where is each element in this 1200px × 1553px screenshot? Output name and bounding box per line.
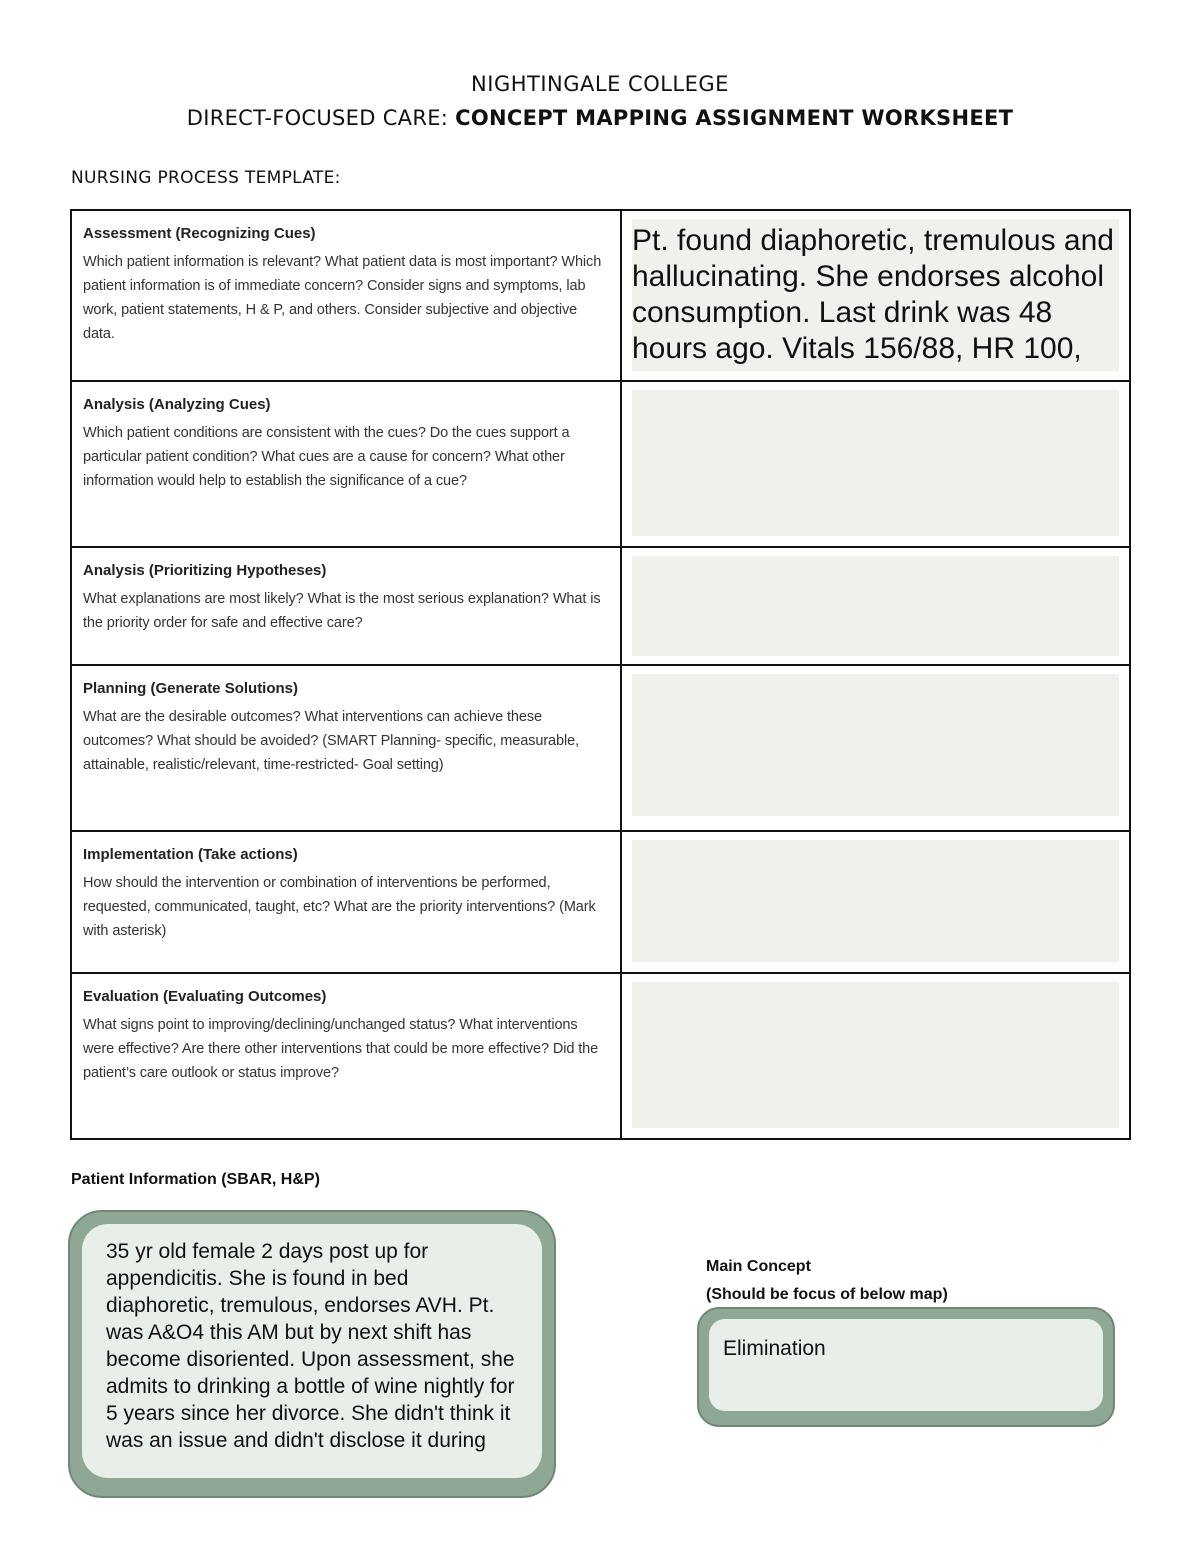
- worksheet-title: [0, 106, 1200, 130]
- row-title: Analysis (Analyzing Cues): [83, 396, 271, 413]
- prompt-cell: [71, 831, 621, 973]
- answer-field[interactable]: [632, 390, 1119, 536]
- answer-field[interactable]: [632, 219, 1119, 371]
- answer-field[interactable]: [632, 982, 1119, 1128]
- prompt-cell: [71, 665, 621, 831]
- row-prompt: What are the desirable outcomes? What interventions can achieve these outcomes? What should be avoided? (SMART Planning- specific, measurable, attainable, realistic/relevant, time-restricted- Goal setting): [83, 709, 580, 773]
- row-title: Planning (Generate Solutions): [83, 680, 299, 697]
- answer-cell: [621, 381, 1130, 547]
- worksheet-title-bold: CONCEPT MAPPING ASSIGNMENT WORKSHEET: [455, 106, 1014, 130]
- row-prompt: Which patient information is relevant? What patient data is most important? Which patient information is of immediate concern? Consider signs and symptoms, lab work, patient statements, H & P, and others. Consider subjective and objective data.: [83, 254, 602, 342]
- row-title: Analysis (Prioritizing Hypotheses): [83, 562, 327, 579]
- answer-cell: [621, 665, 1130, 831]
- table-row: [71, 547, 1130, 665]
- row-prompt: Which patient conditions are consistent with the cues? Do the cues support a particular patient condition? What cues are a cause for concern? What other information would help to establish the significance of a cue?: [83, 425, 570, 489]
- answer-field[interactable]: [632, 556, 1119, 656]
- prompt-cell: [71, 381, 621, 547]
- main-concept-inner[interactable]: [709, 1319, 1103, 1411]
- patient-info-box: [68, 1210, 556, 1498]
- table-row: [71, 210, 1130, 381]
- answer-cell: [621, 973, 1130, 1139]
- row-prompt: What explanations are most likely? What is the most serious explanation? What is the priority order for safe and effective care?: [83, 591, 601, 631]
- row-prompt: How should the intervention or combination of interventions be performed, requested, communicated, taught, etc? What are the priority interventions? (Mark with asterisk): [83, 875, 596, 939]
- answer-field[interactable]: [632, 840, 1119, 962]
- row-title: Implementation (Take actions): [83, 846, 298, 863]
- answer-cell: [621, 547, 1130, 665]
- main-concept-label: [706, 1253, 948, 1309]
- answer-text: Pt. found diaphoretic, tremulous and hallucinating. She endorses alcohol consumption. Last drink was 48 hours ago. Vitals 156/88, HR 100,: [632, 224, 1114, 365]
- answer-cell: [621, 831, 1130, 973]
- patient-info-inner[interactable]: [82, 1224, 542, 1478]
- main-concept-note: (Should be focus of below map): [706, 1286, 948, 1303]
- college-name: NIGHTINGALE COLLEGE: [471, 72, 729, 96]
- worksheet-title-prefix: DIRECT-FOCUSED CARE:: [186, 106, 456, 130]
- row-prompt: What signs point to improving/declining/unchanged status? What interventions were effective? Are there other interventions that could be more effective? Did the patient’s care outlook or status improve?: [83, 1017, 599, 1081]
- row-title: Evaluation (Evaluating Outcomes): [83, 988, 327, 1005]
- table-row: [71, 973, 1130, 1139]
- answer-field[interactable]: [632, 674, 1119, 816]
- main-concept-title: Main Concept: [706, 1258, 811, 1275]
- prompt-cell: [71, 547, 621, 665]
- main-concept-value: Elimination: [723, 1337, 826, 1360]
- answer-cell: [621, 210, 1130, 381]
- prompt-cell: [71, 210, 621, 381]
- patient-info-label: Patient Information (SBAR, H&P): [71, 1171, 320, 1188]
- nursing-process-table: [70, 209, 1131, 1140]
- table-row: [71, 665, 1130, 831]
- main-concept-box: [697, 1307, 1115, 1427]
- prompt-cell: [71, 973, 621, 1139]
- template-label: NURSING PROCESS TEMPLATE:: [71, 168, 341, 188]
- patient-info-text: 35 yr old female 2 days post up for appendicitis. She is found in bed diaphoretic, tremulous, endorses AVH. Pt. was A&O4 this AM but by next shift has become disoriented. Upon assessment, she admits to drinking a bottle of wine nightly for 5 years since her divorce. She didn't think it was an issue and didn't disclose it during: [106, 1240, 515, 1452]
- table-row: [71, 831, 1130, 973]
- row-title: Assessment (Recognizing Cues): [83, 225, 316, 242]
- table-row: [71, 381, 1130, 547]
